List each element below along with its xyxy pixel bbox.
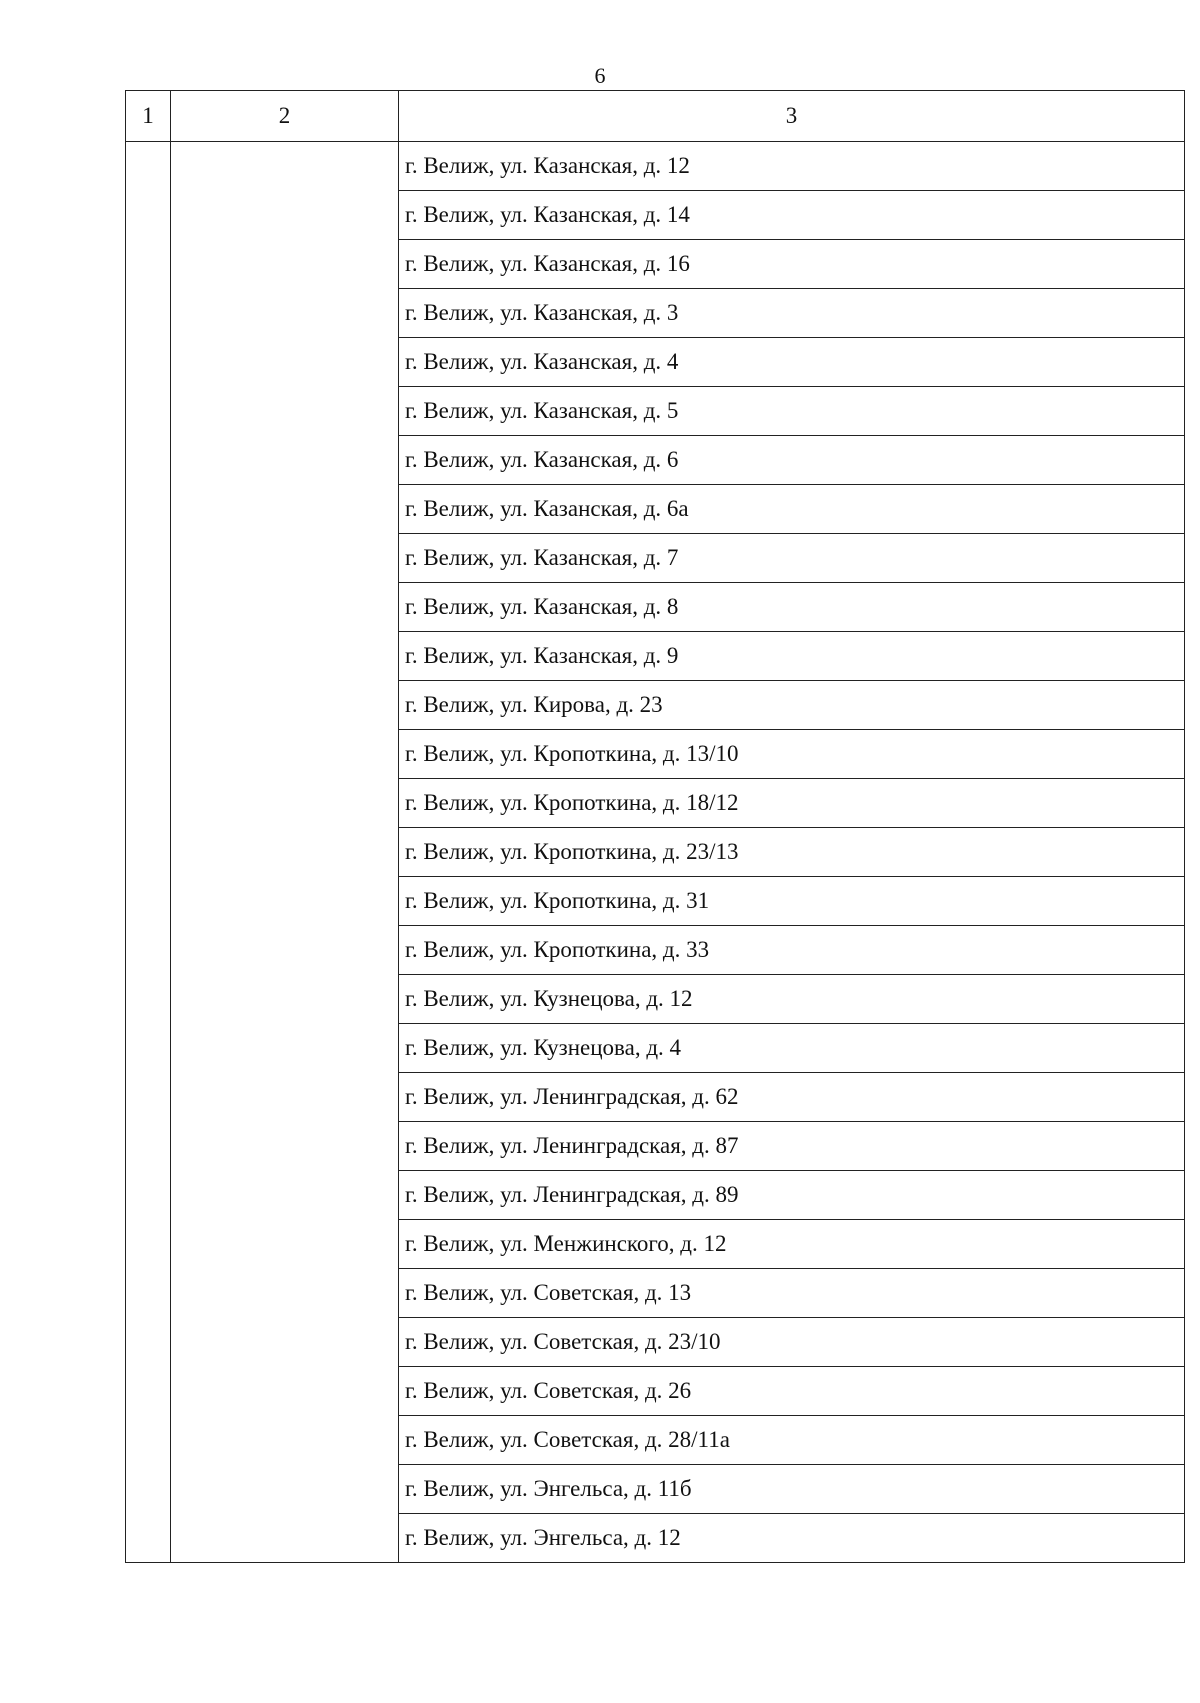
address-cell: г. Велиж, ул. Ленинградская, д. 62 [399, 1073, 1185, 1122]
address-cell: г. Велиж, ул. Кропоткина, д. 23/13 [399, 828, 1185, 877]
address-cell: г. Велиж, ул. Менжинского, д. 12 [399, 1220, 1185, 1269]
address-cell: г. Велиж, ул. Ленинградская, д. 89 [399, 1171, 1185, 1220]
address-cell: г. Велиж, ул. Энгельса, д. 11б [399, 1465, 1185, 1514]
address-table [125, 90, 1185, 1563]
address-cell: г. Велиж, ул. Кропоткина, д. 31 [399, 877, 1185, 926]
address-cell: г. Велиж, ул. Энгельса, д. 12 [399, 1514, 1185, 1563]
address-cell: г. Велиж, ул. Советская, д. 26 [399, 1367, 1185, 1416]
address-cell: г. Велиж, ул. Кропоткина, д. 13/10 [399, 730, 1185, 779]
address-cell: г. Велиж, ул. Казанская, д. 16 [399, 240, 1185, 289]
address-cell: г. Велиж, ул. Кропоткина, д. 18/12 [399, 779, 1185, 828]
address-cell: г. Велиж, ул. Советская, д. 13 [399, 1269, 1185, 1318]
address-cell: г. Велиж, ул. Советская, д. 23/10 [399, 1318, 1185, 1367]
address-cell: г. Велиж, ул. Казанская, д. 8 [399, 583, 1185, 632]
address-cell: г. Велиж, ул. Казанская, д. 4 [399, 338, 1185, 387]
column-header-3: 3 [399, 91, 1185, 142]
address-cell: г. Велиж, ул. Казанская, д. 6 [399, 436, 1185, 485]
address-cell: г. Велиж, ул. Кропоткина, д. 33 [399, 926, 1185, 975]
page-number: 6 [594, 63, 606, 88]
column-2-cell [171, 142, 399, 1563]
address-cell: г. Велиж, ул. Кирова, д. 23 [399, 681, 1185, 730]
address-cell: г. Велиж, ул. Казанская, д. 3 [399, 289, 1185, 338]
table-body [126, 142, 1185, 1563]
header-row [126, 91, 1185, 142]
address-cell: г. Велиж, ул. Казанская, д. 5 [399, 387, 1185, 436]
column-header-1: 1 [126, 91, 171, 142]
address-cell: г. Велиж, ул. Кузнецова, д. 12 [399, 975, 1185, 1024]
address-cell: г. Велиж, ул. Казанская, д. 14 [399, 191, 1185, 240]
address-cell: г. Велиж, ул. Казанская, д. 6а [399, 485, 1185, 534]
address-cell: г. Велиж, ул. Казанская, д. 7 [399, 534, 1185, 583]
address-cell: г. Велиж, ул. Казанская, д. 12 [399, 142, 1185, 191]
table-header [126, 91, 1185, 142]
address-cell: г. Велиж, ул. Советская, д. 28/11а [399, 1416, 1185, 1465]
column-header-2: 2 [171, 91, 399, 142]
table-row [126, 142, 1185, 191]
address-cell: г. Велиж, ул. Казанская, д. 9 [399, 632, 1185, 681]
address-cell: г. Велиж, ул. Кузнецова, д. 4 [399, 1024, 1185, 1073]
column-1-cell [126, 142, 171, 1563]
address-cell: г. Велиж, ул. Ленинградская, д. 87 [399, 1122, 1185, 1171]
